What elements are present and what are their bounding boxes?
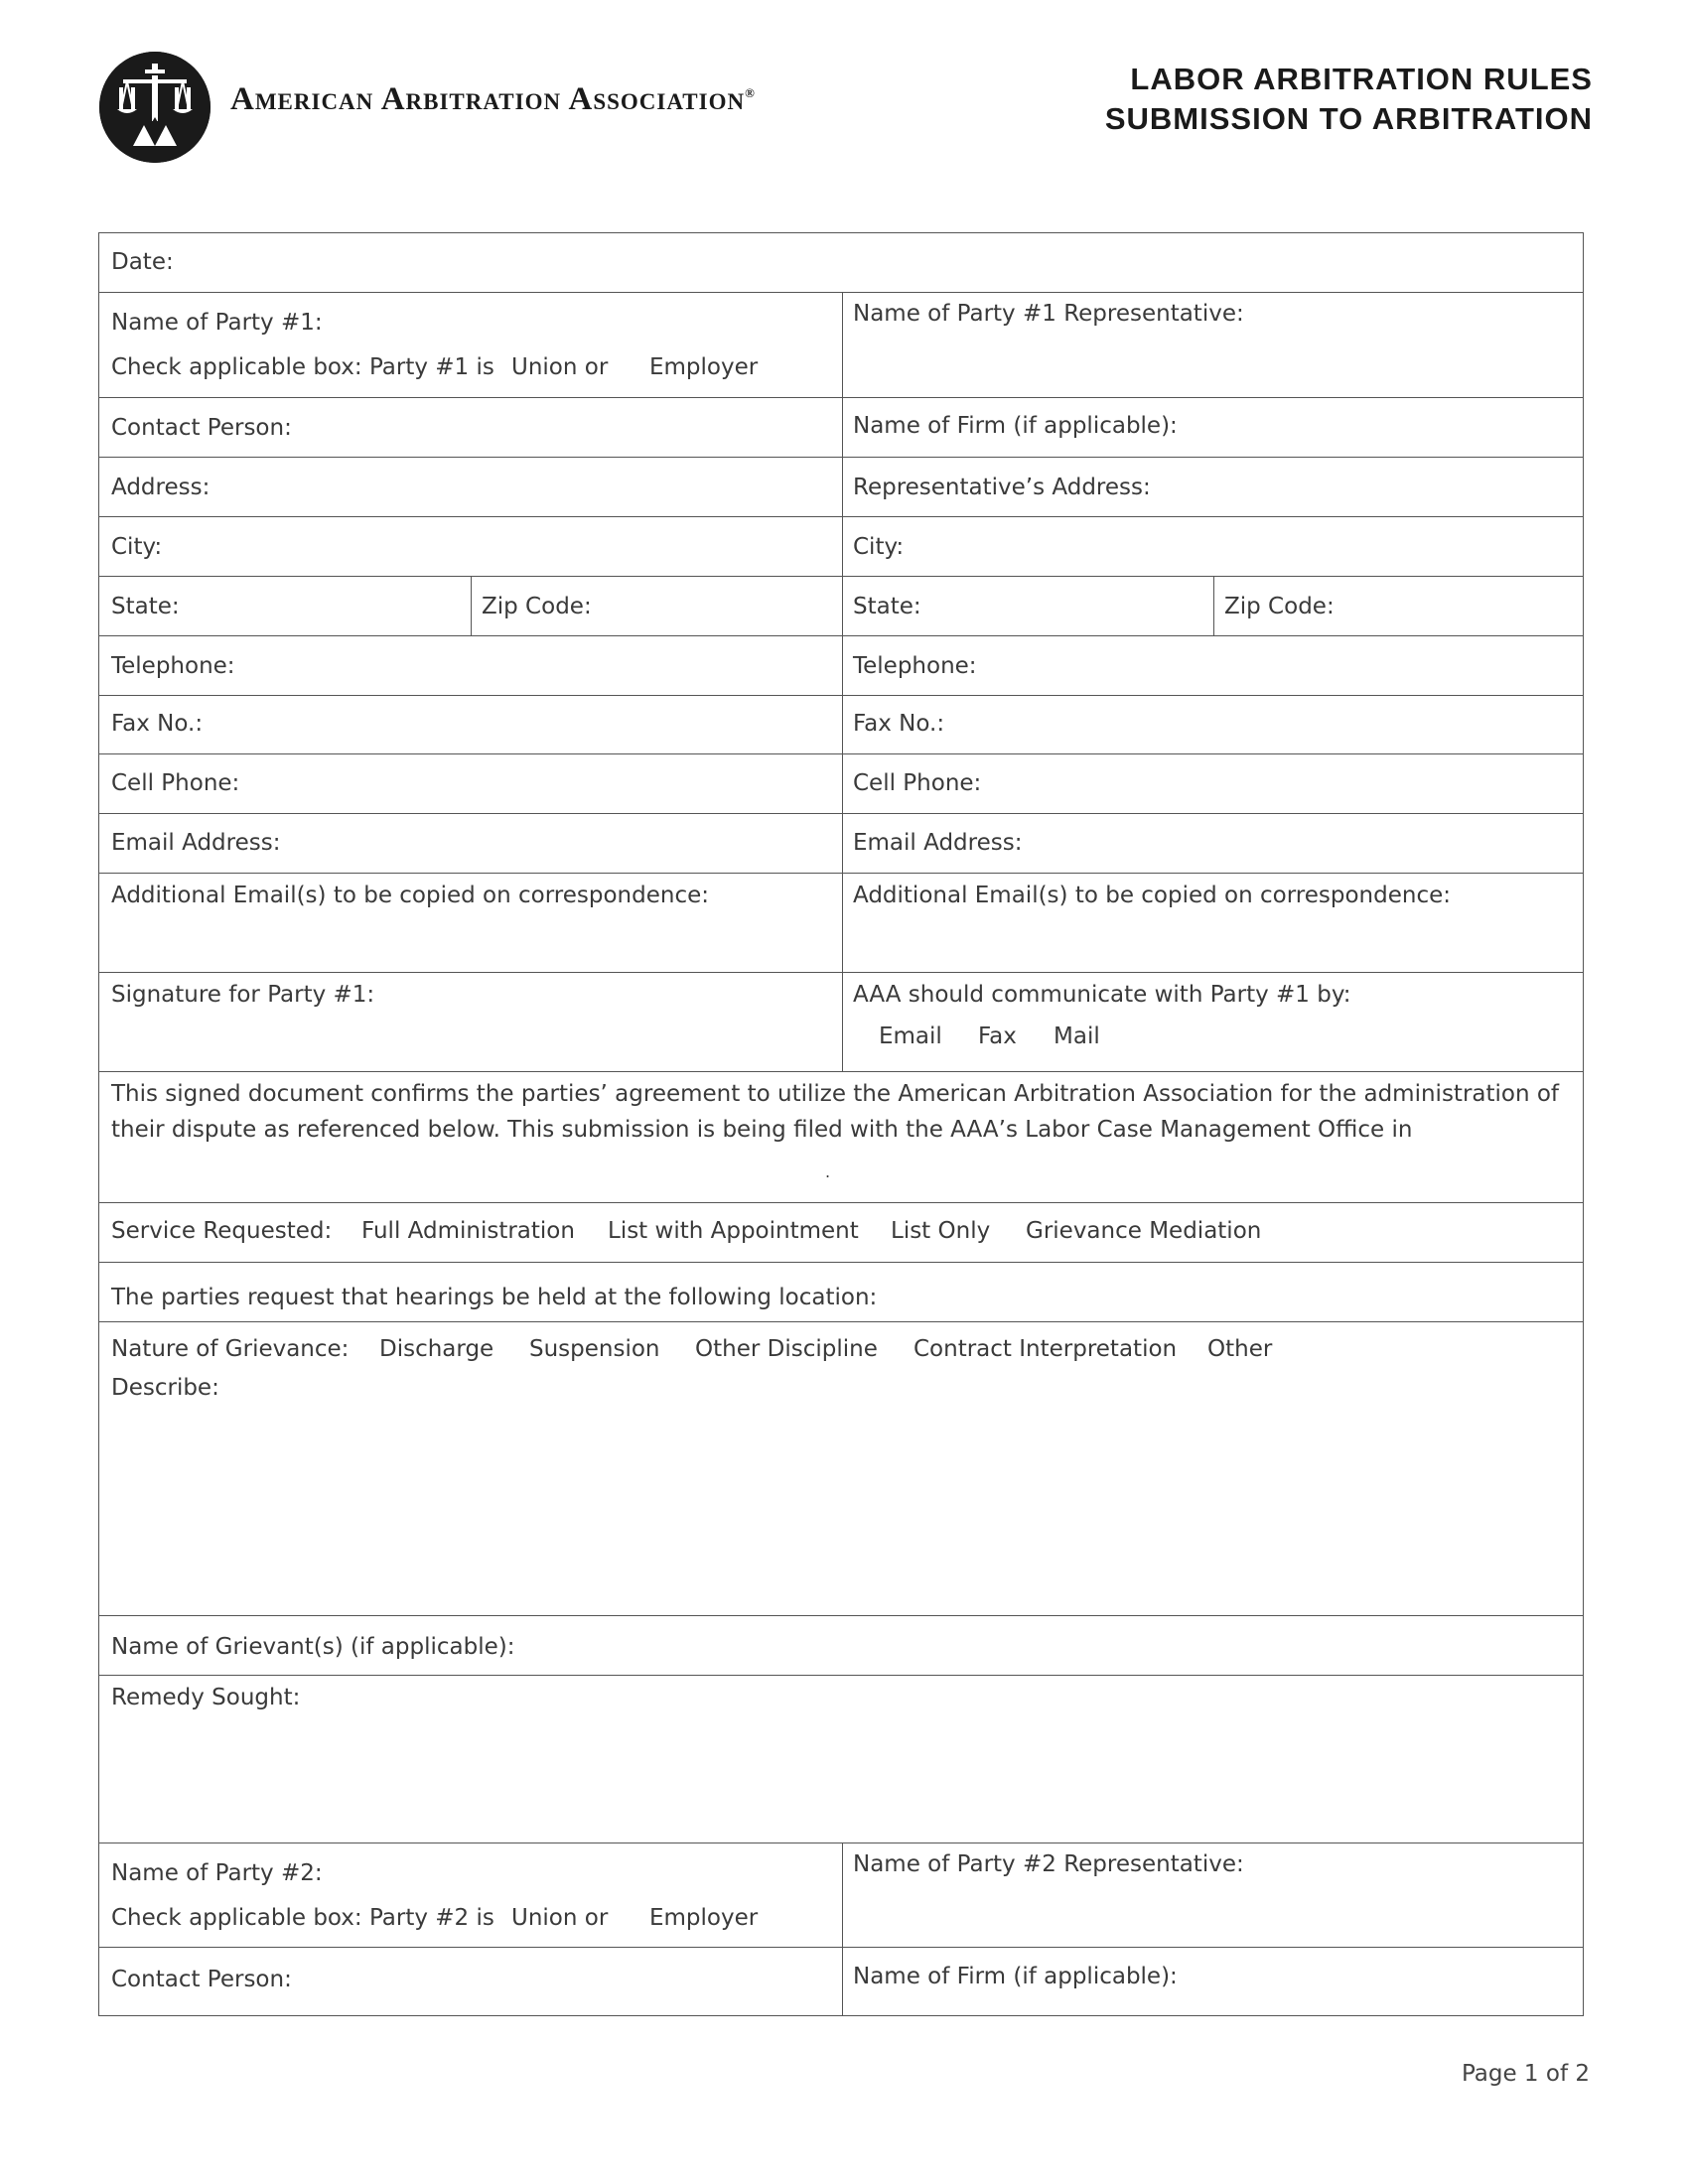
row-divider — [99, 972, 1583, 973]
state-label: State: — [111, 594, 180, 619]
row-divider — [99, 576, 1583, 577]
communicate-party1-label: AAA should communicate with Party #1 by: — [853, 982, 1351, 1008]
grievance-discharge-option[interactable]: Discharge — [379, 1336, 494, 1362]
row-divider — [99, 457, 1583, 458]
additional-email-label: Additional Email(s) to be copied on correspondence: — [111, 883, 709, 908]
rep-cell-label: Cell Phone: — [853, 770, 982, 796]
grievance-contract-option[interactable]: Contract Interpretation — [914, 1336, 1178, 1362]
contact-person-label: Contact Person: — [111, 415, 292, 441]
rep-email-label: Email Address: — [853, 830, 1023, 856]
rep-city-label: City: — [853, 534, 905, 560]
row-divider — [99, 1071, 1583, 1072]
party1-union-option[interactable]: Union or — [511, 354, 609, 380]
row-divider — [99, 753, 1583, 754]
describe-label: Describe: — [111, 1375, 219, 1401]
form-title — [1105, 60, 1593, 139]
state-zip-divider — [471, 576, 472, 635]
grievants-label: Name of Grievant(s) (if applicable): — [111, 1634, 515, 1660]
rep-telephone-label: Telephone: — [853, 653, 977, 679]
grievance-other-discipline-option[interactable]: Other Discipline — [695, 1336, 878, 1362]
communicate-fax-option[interactable]: Fax — [978, 1024, 1017, 1049]
party2-union-option[interactable]: Union or — [511, 1905, 609, 1931]
row-divider — [99, 1262, 1583, 1263]
row-divider — [99, 1615, 1583, 1616]
confirmation-text-line1: This signed document confirms the parties’ agreement to utilize the American Arbitration Association for the administration of — [111, 1081, 1560, 1107]
form-title-line2: SUBMISSION TO ARBITRATION — [1104, 101, 1593, 136]
party2-employer-option[interactable]: Employer — [649, 1905, 759, 1931]
row-divider — [99, 1321, 1583, 1322]
column-divider — [842, 292, 843, 1071]
row-divider — [99, 635, 1583, 636]
cell-label: Cell Phone: — [111, 770, 240, 796]
form-title-line1: LABOR ARBITRATION RULES — [1130, 62, 1593, 96]
confirmation-dot: . — [825, 1162, 831, 1181]
party1-name-label: Name of Party #1: — [111, 310, 323, 336]
date-label: Date: — [111, 249, 174, 275]
row-divider — [99, 813, 1583, 814]
rep-fax-label: Fax No.: — [853, 711, 945, 737]
service-list-only-option[interactable]: List Only — [891, 1218, 991, 1244]
submission-form — [98, 232, 1584, 2016]
service-grievance-mediation-option[interactable]: Grievance Mediation — [1026, 1218, 1262, 1244]
party1-rep-label: Name of Party #1 Representative: — [853, 301, 1244, 327]
party1-employer-option[interactable]: Employer — [649, 354, 759, 380]
service-full-admin-option[interactable]: Full Administration — [361, 1218, 575, 1244]
party1-check-label: Check applicable box: Party #1 is — [111, 354, 494, 380]
fax-label: Fax No.: — [111, 711, 204, 737]
grievance-other-option[interactable]: Other — [1207, 1336, 1273, 1362]
row-divider — [99, 1675, 1583, 1676]
communicate-mail-option[interactable]: Mail — [1054, 1024, 1100, 1049]
communicate-email-option[interactable]: Email — [879, 1024, 942, 1049]
row-divider — [99, 873, 1583, 874]
party2-name-label: Name of Party #2: — [111, 1860, 323, 1886]
nature-grievance-label: Nature of Grievance: — [111, 1336, 350, 1362]
party2-rep-label: Name of Party #2 Representative: — [853, 1851, 1244, 1877]
row-divider — [99, 292, 1583, 293]
row-divider — [99, 695, 1583, 696]
page-number: Page 1 of 2 — [1461, 2061, 1590, 2087]
email-label: Email Address: — [111, 830, 281, 856]
confirmation-text-line2: their dispute as referenced below. This submission is being filed with the AAA’s Labor Case Management Office in — [111, 1117, 1413, 1143]
service-list-appointment-option[interactable]: List with Appointment — [608, 1218, 859, 1244]
zip-label: Zip Code: — [482, 594, 592, 619]
row-divider — [99, 1202, 1583, 1203]
rep-state-label: State: — [853, 594, 921, 619]
party2-check-label: Check applicable box: Party #2 is — [111, 1905, 494, 1931]
row-divider — [99, 516, 1583, 517]
rep-zip-label: Zip Code: — [1224, 594, 1335, 619]
address-label: Address: — [111, 475, 211, 500]
service-requested-label: Service Requested: — [111, 1218, 333, 1244]
telephone-label: Telephone: — [111, 653, 235, 679]
rep-additional-email-label: Additional Email(s) to be copied on correspondence: — [853, 883, 1451, 908]
row-divider — [99, 397, 1583, 398]
row-divider — [99, 1947, 1583, 1948]
remedy-sought-label: Remedy Sought: — [111, 1685, 301, 1710]
grievance-suspension-option[interactable]: Suspension — [529, 1336, 660, 1362]
state-zip-divider — [1213, 576, 1214, 635]
organization-name: American Arbitration Association® — [230, 81, 756, 117]
city-label: City: — [111, 534, 163, 560]
party2-contact-person-label: Contact Person: — [111, 1967, 292, 1992]
hearing-location-label: The parties request that hearings be held at the following location: — [111, 1285, 878, 1310]
rep-address-label: Representative’s Address: — [853, 475, 1151, 500]
aaa-logo-icon — [99, 52, 211, 163]
party2-firm-label: Name of Firm (if applicable): — [853, 1964, 1178, 1989]
firm-label: Name of Firm (if applicable): — [853, 413, 1178, 439]
column-divider — [842, 1843, 843, 2016]
signature-party1-label: Signature for Party #1: — [111, 982, 375, 1008]
